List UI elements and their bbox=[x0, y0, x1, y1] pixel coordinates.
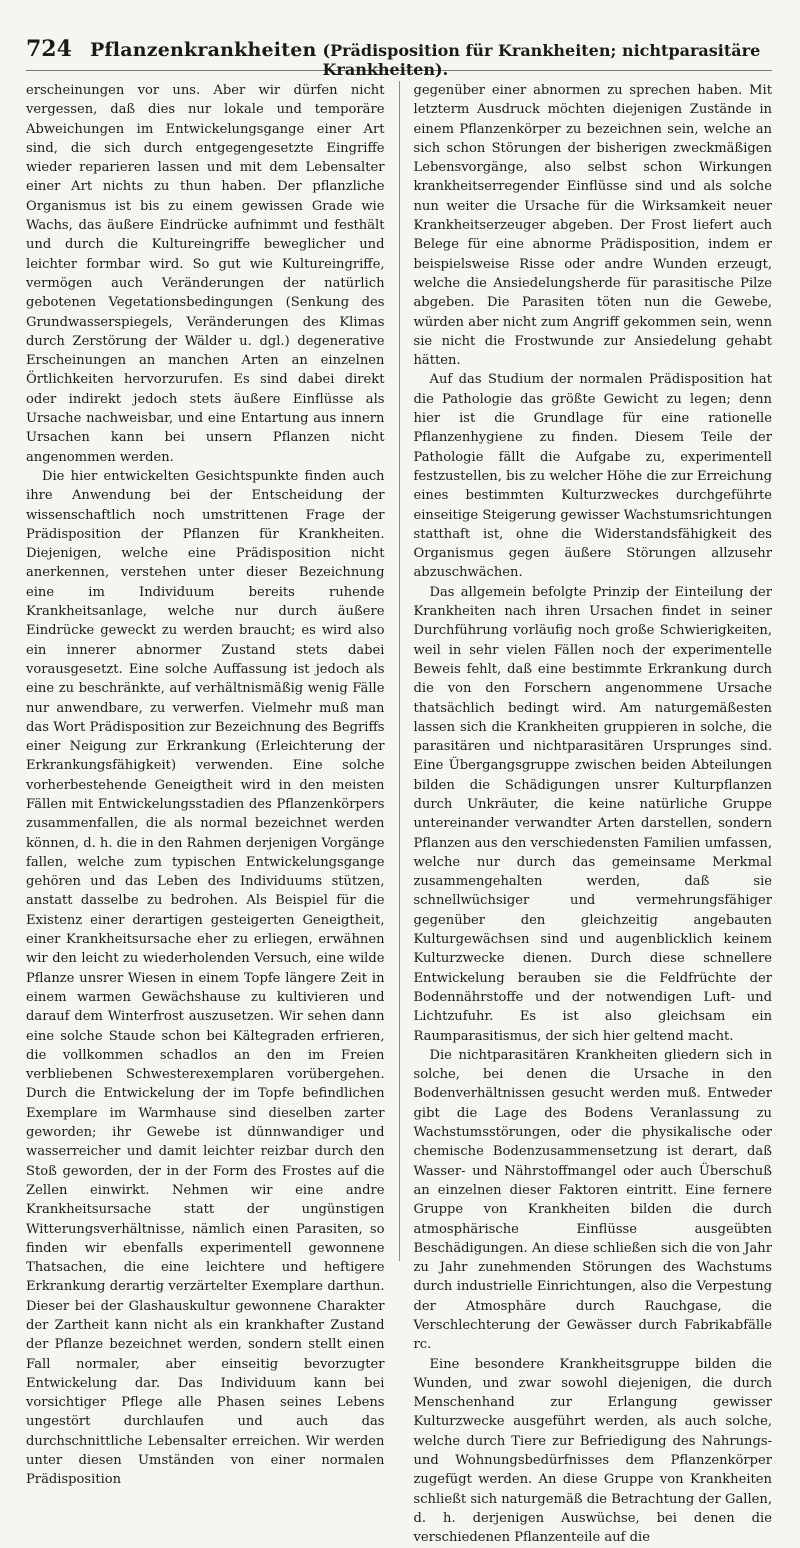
column-divider bbox=[399, 81, 400, 1261]
page-number: 724 bbox=[26, 36, 72, 62]
running-subtitle: (Prädisposition für Krankheiten; nichtparasitäre Krankheiten). bbox=[322, 41, 761, 79]
paragraph: gegenüber einer abnormen zu sprechen haben. Mit letzterm Ausdruck möchten diejenigen Zustände in einem Pflanzenkörper zu bezeichnen sein, welche an sich schon Störungen der bisherigen zweckmäßigen Lebensvorgänge, also selbst schon Wirkungen krankheitserregender Einflüsse sind und als solche nun weiter die Ursache für die Wirksamkeit neuer Krankheitserzeuger abgeben. Der Frost liefert auch Belege für eine abnorme Prädisposition, indem er beispielsweise Risse oder andre Wunden erzeugt, welche die Ansiedelungsherde für parasitische Pilze abgeben. Die Parasiten töten nun die Gewebe, würden aber nicht zum Angriff gekommen sein, wenn sie nicht die Frostwunde zur Ansiedelung gehabt hätten. bbox=[413, 83, 772, 369]
paragraph: Das allgemein befolgte Prinzip der Einteilung der Krankheiten nach ihren Ursachen findet in seiner Durchführung vorläufig noch große Schwierigkeiten, weil in sehr vielen Fällen noch der experimentelle Beweis fehlt, daß eine bestimmte Erkrankung durch die von den Forschern angenommene Ursache thatsächlich bedingt wird. Am naturgemäßesten lassen sich die Krankheiten gruppieren in solche, die parasitären und nichtparasitären Ursprunges sind. Eine Übergangsgruppe zwischen beiden Abteilungen bilden die Schädigungen unsrer Kulturpflanzen durch Unkräuter, die keine natürliche Gruppe untereinander verwandter Arten darstellen, sondern Pflanzen aus den verschiedensten Familien umfassen, welche nur durch das gemeinsame Merkmal zusammengehalten werden, daß sie schnellwüchsiger und vermehrungsfähiger gegenüber den gleichzeitig angebauten Kulturgewächsen sind und augenblicklich keinem Kulturzwecke dienen. Durch diese schnellere Entwickelung berauben sie die Feldfrüchte der Bodennährstoffe und der notwendigen Luft- und Lichtzufuhr. Es ist also gleichsam ein Raumparasitismus, der sich hier geltend macht. bbox=[413, 584, 772, 1044]
running-header bbox=[26, 36, 772, 79]
right-column bbox=[413, 81, 773, 1546]
paragraph: Eine besondere Krankheitsgruppe bilden die Wunden, und zwar sowohl diejenigen, die durch Menschenhand zur Erlangung gewisser Kulturzwecke ausgeführt werden, als auch solche, welche durch Tiere zur Befriedigung des Nahrungs- und Wohnungsbedürfnisses dem Pflanzenkörper zugefügt werden. An diese Gruppe von Krankheiten schließt sich naturgemäß die Betrachtung der Gallen, d. h. derjenigen Auswüchse, bei denen die verschiedenen Pflanzenteile auf die bbox=[413, 1356, 772, 1546]
running-title: Pflanzenkrankheiten bbox=[89, 39, 317, 61]
paragraph: Auf das Studium der normalen Prädisposition hat die Pathologie das größte Gewicht zu legen; denn hier ist die Grundlage für eine rationelle Pflanzenhygiene zu finden. Diesem Teile der Pathologie fällt die Aufgabe zu, experimentell festzustellen, bis zu welcher Höhe die zur Erreichung eines bestimmten Kulturzweckes durchgeführte einseitige Steigerung gewisser Wachstumsrichtungen statthaft ist, ohne die Widerstandsfähigkeit des Organismus gegen äußere Störungen allzusehr abzuschwächen. bbox=[413, 372, 772, 581]
two-column-body bbox=[26, 81, 772, 1546]
left-column bbox=[26, 81, 385, 1488]
paragraph: erscheinungen vor uns. Aber wir dürfen nicht vergessen, daß dies nur lokale und temporäre Abweichungen im Entwickelungsgange einer Art sind, die sich durch entgegengesetzte Eingriffe wieder reparieren lassen und mit dem Lebensalter einer Art nichts zu thun haben. Der pflanzliche Organismus ist bis zu einem gewissen Grade wie Wachs, das äußere Eindrücke aufnimmt und festhält und durch die Kultureingriffe beweglicher und leichter formbar wird. So gut wie Kultureingriffe, vermögen auch Veränderungen der natürlich gebotenen Vegetationsbedingungen (Senkung des Grundwasserspiegels, Veränderungen des Klimas durch Zerstörung der Wälder u. dgl.) degenerative Erscheinungen an manchen Arten an einzelnen Örtlichkeiten hervorzurufen. Es sind dabei direkt oder indirekt jedoch stets äußere Einflüsse als Ursache nachweisbar, und eine Entartung aus innern Ursachen kann bei unsern Pflanzen nicht angenommen werden. bbox=[26, 83, 385, 465]
paragraph: Die nichtparasitären Krankheiten gliedern sich in solche, bei denen die Ursache in den Bodenverhältnissen gesucht werden muß. Entweder gibt die Lage des Bodens Veranlassung zu Wachstumsstörungen, oder die physikalische oder chemische Bodenzusammensetzung ist derart, daß Wasser- und Nährstoffmangel oder auch Überschuß an einzelnen dieser Faktoren eintritt. Eine fernere Gruppe von Krankheiten bilden die durch atmosphärische Einflüsse ausgeübten Beschädigungen. An diese schließen sich die von Jahr zu Jahr zunehmenden Störungen des Wachstums durch industrielle Einrichtungen, also die Verpestung der Atmosphäre durch Rauchgase, die Verschlechterung der Gewässer durch Fabrikabfälle rc. bbox=[413, 1047, 772, 1353]
paragraph: Die hier entwickelten Gesichtspunkte finden auch ihre Anwendung bei der Entscheidung der wissenschaftlich noch umstrittenen Frage der Prädisposition der Pflanzen für Krankheiten. Diejenigen, welche eine Prädisposition nicht anerkennen, verstehen unter dieser Bezeichnung eine im Individuum bereits ruhende Krankheitsanlage, welche nur durch äußere Eindrücke geweckt zu werden braucht; es wird also ein innerer abnormer Zustand stets dabei vorausgesetzt. Eine solche Auffassung ist jedoch als eine zu beschränkte, auf verhältnismäßig wenig Fälle nur anwendbare, zu verwerfen. Vielmehr muß man das Wort Prädisposition zur Bezeichnung des Begriffs einer Neigung zur Erkrankung (Erleichterung der Erkrankungsfähigkeit) verwenden. Eine solche vorherbestehende Geneigtheit wird in den meisten Fällen mit Entwickelungsstadien des Pflanzenkörpers zusammenfallen, die als normal bezeichnet werden können, d. h. die in den Rahmen derjenigen Vorgänge fallen, welche zum typischen Entwickelungsgange gehören und das Leben des Individuums stützen, anstatt dasselbe zu bedrohen. Als Beispiel für die Existenz einer derartigen gesteigerten Geneigtheit, einer Krankheitsursache eher zu erliegen, erwähnen wir den leicht zu wiederholenden Versuch, eine wilde Pflanze unsrer Wiesen in einem Topfe längere Zeit in einem warmen Gewächshause zu kultivieren und darauf dem Winterfrost auszusetzen. Wir sehen dann eine solche Staude schon bei Kältegraden erfrieren, die vollkommen schadlos an den im Freien verbliebenen Schwesterexemplaren vorübergehen. Durch die Entwickelung der im Topfe befindlichen Exemplare im Warmhause sind dieselben zarter geworden; ihr Gewebe ist dünnwandiger und wasserreicher und damit leichter reizbar durch den Stoß geworden, der in der Form des Frostes auf die Zellen einwirkt. Nehmen wir eine andre Krankheitsursache statt der ungünstigen Witterungsverhältnisse, nämlich einen Parasiten, so finden wir ebenfalls experimentell gewonnene Thatsachen, die eine leichtere und heftigere Erkrankung derartig verzärtelter Exemplare darthun. Dieser bei der Glashauskultur gewonnene Charakter der Zartheit kann nicht als ein krankhafter Zustand der Pflanze bezeichnet werden, sondern stellt einen Fall normaler, aber einseitig bevorzugter Entwickelung dar. Das Individuum kann bei vorsichtiger Pflege alle Phasen seines Lebens ungestört durchlaufen und auch das durchschnittliche Lebensalter erreichen. Wir werden unter diesen Umständen von einer normalen Prädisposition bbox=[26, 468, 385, 1488]
